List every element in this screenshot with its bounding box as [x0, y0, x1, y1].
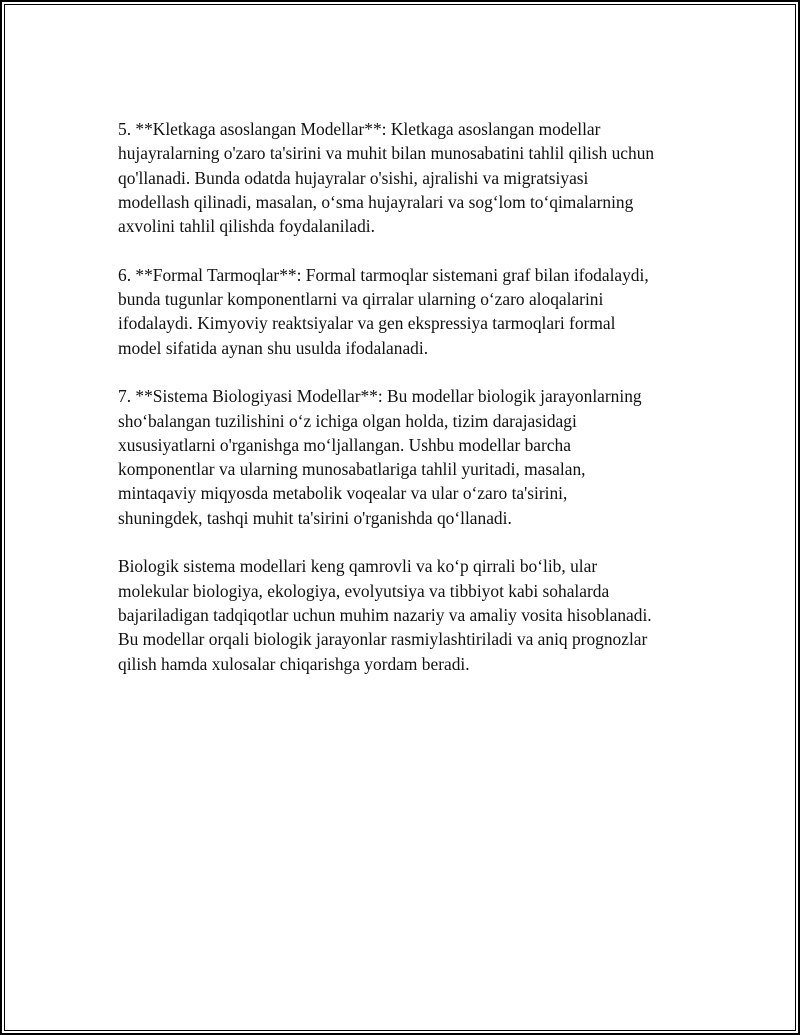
paragraph-systems-biology-models: [118, 384, 708, 530]
text-line: xususiyatlarni o'rganishga mo‘ljallangan. Ushbu modellar barcha: [118, 434, 571, 455]
text-line: sho‘balangan tuzilishini o‘z ichiga olgan holda, tizim darajasidagi: [118, 410, 577, 431]
paragraph-conclusion: [118, 554, 708, 675]
text-line: shuningdek, tashqi muhit ta'sirini o'rganishda qo‘llanadi.: [118, 507, 512, 528]
text-line: mintaqaviy miqyosda metabolik voqealar va ular o‘zaro ta'sirini,: [118, 483, 568, 504]
text-line: Bu modellar orqali biologik jarayonlar rasmiylashtiriladi va aniq prognozlar: [118, 629, 648, 650]
text-line: bunda tugunlar komponentlarni va qirralar ularning o‘zaro aloqalarini: [118, 289, 604, 310]
text-line: bajariladigan tadqiqotlar uchun muhim nazariy va amaliy vosita hisoblanadi.: [118, 604, 652, 625]
text-line: qo'llanadi. Bunda odatda hujayralar o'sishi, ajralishi va migratsiyasi: [118, 167, 589, 188]
text-line: ifodalaydi. Kimyoviy reaktsiyalar va gen ekspressiya tarmoqlari formal: [118, 313, 616, 334]
text-line: 7. **Sistema Biologiyasi Modellar**: Bu modellar biologik jarayonlarning: [118, 386, 642, 407]
text-line: 5. **Kletkaga asoslangan Modellar**: Kletkaga asoslangan modellar: [118, 119, 601, 139]
paragraph-formal-networks: [118, 263, 708, 360]
text-line: hujayralarning o'zaro ta'sirini va muhit bilan munosabatini tahlil qilish uchun: [118, 143, 655, 164]
text-line: axvolini tahlil qilishda foydalaniladi.: [118, 216, 375, 237]
document-body: [118, 117, 708, 700]
text-line: Biologik sistema modellari keng qamrovli va ko‘p qirrali bo‘lib, ular: [118, 556, 598, 577]
text-line: modellash qilinadi, masalan, o‘sma hujayralari va sog‘lom to‘qimalarning: [118, 191, 634, 212]
text-line: 6. **Formal Tarmoqlar**: Formal tarmoqlar sistemani graf bilan ifodalaydi,: [118, 264, 649, 285]
paragraph-cell-based-models: [118, 117, 708, 238]
text-line: komponentlar va ularning munosabatlariga tahlil yuritadi, masalan,: [118, 459, 586, 480]
text-line: molekular biologiya, ekologiya, evolyutsiya va tibbiyot kabi sohalarda: [118, 580, 610, 601]
text-line: model sifatida aynan shu usulda ifodalanadi.: [118, 337, 429, 358]
text-line: qilish hamda xulosalar chiqarishga yordam beradi.: [118, 653, 470, 674]
